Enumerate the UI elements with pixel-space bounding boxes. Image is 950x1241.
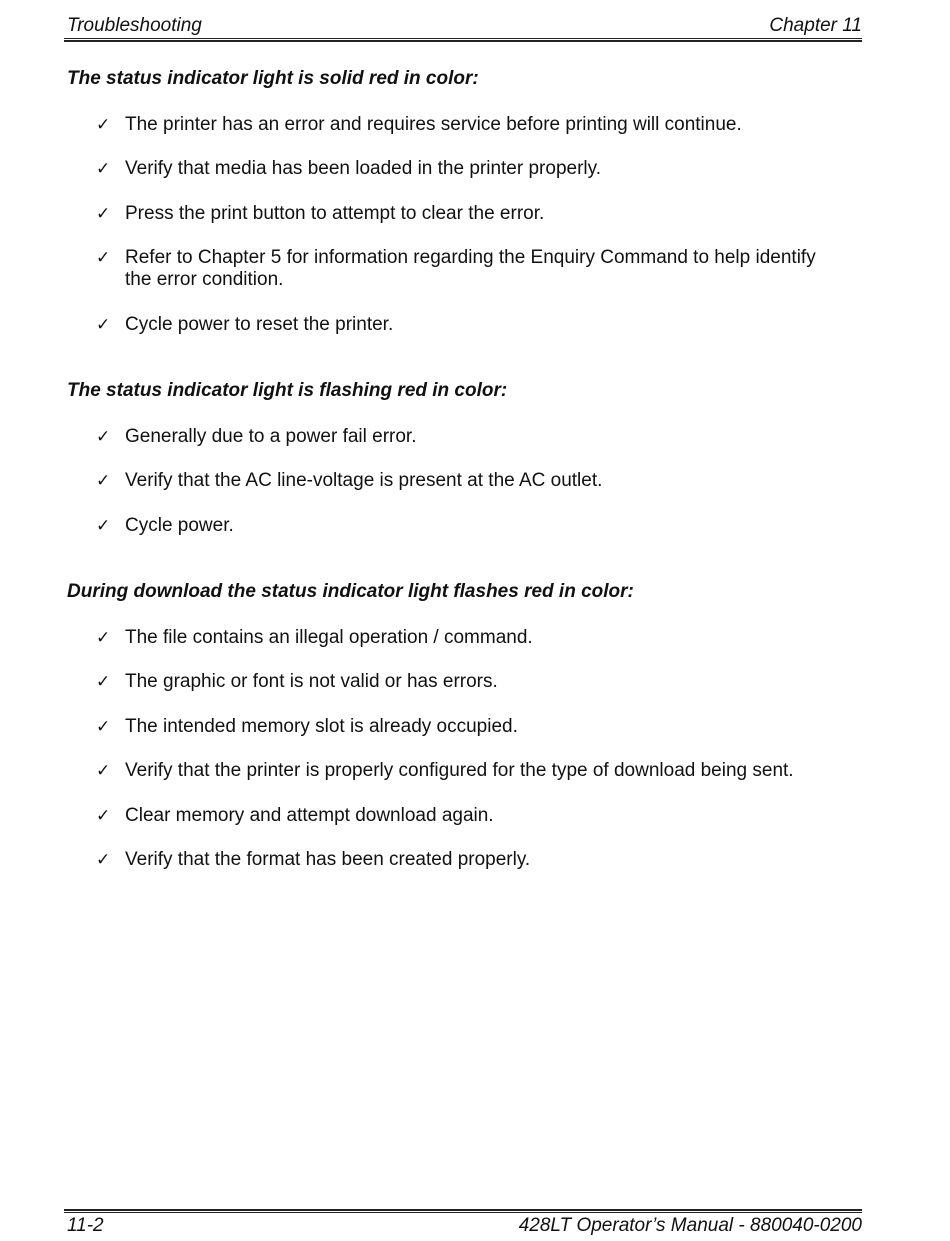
footer-rule [64,1209,862,1213]
checkmark-icon: ✓ [96,426,111,447]
list-item-text: The graphic or font is not valid or has errors. [125,671,498,692]
list-item-text: Verify that the format has been created properly. [125,849,531,870]
header-section-title: Troubleshooting [67,15,202,36]
checklist [67,114,847,336]
checkmark-icon: ✓ [96,159,111,179]
list-item-text: Verify that the AC line-voltage is present at the AC outlet. [125,470,603,491]
checkmark-icon: ✓ [96,515,111,536]
list-item-text: The printer has an error and requires service before printing will continue. [125,113,742,135]
checkmark-icon: ✓ [96,761,111,781]
list-item [67,247,847,291]
list-item [67,627,847,649]
list-item [67,203,847,225]
list-item-text: Verify that media has been loaded in the printer properly. [125,158,601,179]
list-item [67,716,847,738]
list-item-text: The intended memory slot is already occupied. [125,715,518,737]
section-solid-red [67,67,847,336]
list-item [67,671,847,693]
list-item [67,314,847,336]
list-item [67,114,847,136]
running-footer [67,1214,862,1240]
header-chapter: Chapter 11 [769,15,862,36]
checkmark-icon: ✓ [96,716,111,737]
section-flashing-red [67,379,847,537]
checkmark-icon: ✓ [96,805,111,826]
checkmark-icon: ✓ [96,203,111,224]
section-download-flashing [67,580,847,871]
list-item [67,515,847,537]
checkmark-icon: ✓ [96,471,111,491]
section-heading: During download the status indicator light flashes red in color: [67,581,634,602]
list-item [67,849,847,871]
list-item-text: Cycle power. [125,514,234,536]
list-item [67,158,847,180]
manual-title: 428LT Operator’s Manual - 880040-0200 [518,1215,862,1236]
list-item-text: Refer to Chapter 5 for information regarding the Enquiry Command to help identify the error condition. [125,247,816,290]
section-heading: The status indicator light is solid red in color: [67,68,479,89]
checklist [67,426,847,537]
checkmark-icon: ✓ [96,248,111,268]
checkmark-icon: ✓ [96,314,111,335]
checkmark-icon: ✓ [96,114,111,135]
header-rule [64,38,862,42]
checkmark-icon: ✓ [96,672,111,692]
list-item-text: Generally due to a power fail error. [125,425,417,447]
list-item [67,470,847,492]
checklist [67,627,847,872]
list-item [67,760,847,782]
list-item [67,426,847,448]
list-item-text: Verify that the printer is properly configured for the type of download being sent. [125,760,794,781]
checkmark-icon: ✓ [96,850,111,870]
page-number: 11-2 [67,1215,104,1236]
section-heading: The status indicator light is flashing red in color: [67,380,508,401]
list-item-text: Cycle power to reset the printer. [125,313,394,335]
running-header [67,14,862,40]
list-item-text: Clear memory and attempt download again. [125,804,494,826]
list-item-text: The file contains an illegal operation / command. [125,626,533,648]
list-item-text: Press the print button to attempt to clear the error. [125,202,545,224]
list-item [67,805,847,827]
checkmark-icon: ✓ [96,627,111,648]
